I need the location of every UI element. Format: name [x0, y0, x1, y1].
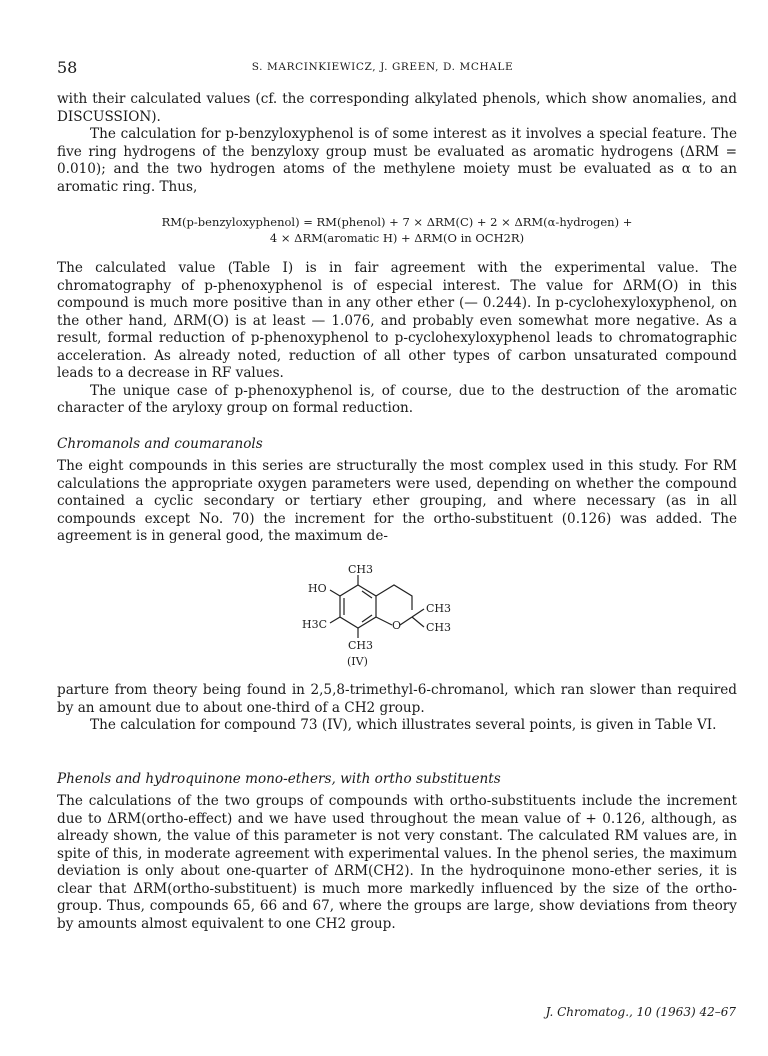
paragraph-block-5 [57, 793, 737, 933]
para-unique-case: The unique case of p-phenoxyphenol is, of course, due to the destruction of the aromatic character of the aryloxy group on formal reduction. [57, 382, 737, 416]
para-phenoxyphenol: The calculated value (Table I) is in fair agreement with the experimental value. The chromatography of p-phenoxyphenol is of especial interest. The value for ΔRM(O) in this compound is much more positive than in any other ether (— 0.244). In p-cyclohexyloxyphenol, on the other hand, ΔRM(O) is at least — 1.076, and probably even somewhat more negative. As a result, formal reduction of p-phenoxyphenol to p-cyclohexyloxyphenol leads to chromatographic acceleration. As already noted, reduction of all other types of carbon unsaturated compound leads to a decrease in RF values. [57, 260, 737, 381]
structure-drawing [300, 565, 500, 670]
label-ho: HO [308, 582, 327, 595]
para-chromanols: The eight compounds in this series are structurally the most complex used in this study. For RM calculations the appropriate oxygen parameters were used, depending on whether the compound contained a cyclic secondary or tertiary ether grouping, and where necessary (as in all compounds except No. 70) the increment for the ortho-substituent (0.126) was added. The agreement is in general good, the maximum de- [57, 458, 737, 544]
label-ch3-bottom: CH3 [348, 639, 374, 652]
section-heading-chromanols: Chromanols and coumaranols [57, 436, 263, 452]
paragraph-block-3 [57, 458, 737, 546]
benzene-ring [340, 585, 376, 628]
equation-line-1: RM(p-benzyloxyphenol) = RM(phenol) + 7 × ΔRM(C) + 2 × ΔRM(α-hydrogen) + [161, 215, 633, 229]
label-h3c: H3C [302, 618, 328, 631]
equation [57, 214, 737, 246]
page-number: 58 [57, 58, 78, 77]
para-ortho-substituents: The calculations of the two groups of compounds with ortho-substituents include the increment due to ΔRM(ortho-effect) and we have used throughout the mean value of + 0.126, although, as already shown, the value of this parameter is not very constant. The calculated RM values are, in spite of this, in moderate agreement with experimental values. In the phenol series, the maximum deviation is only about one-quarter of ΔRM(CH2). In the hydroquinone mono-ether series, it is clear that ΔRM(ortho-substituent) is much more markedly influenced by the size of the ortho-group. Thus, compounds 65, 66 and 67, where the groups are large, show deviations from theory by amounts almost equivalent to one CH2 group. [57, 793, 737, 932]
chemical-structure-iv [300, 565, 500, 670]
journal-footer: J. Chromatog., 10 (1963) 42–67 [545, 1005, 736, 1019]
equation-line-2: 4 × ΔRM(aromatic H) + ΔRM(O in OCH2R) [269, 231, 525, 245]
pyran-ring [376, 585, 412, 610]
paragraph-1 [57, 91, 737, 196]
section-heading-phenols: Phenols and hydroquinone mono-ethers, with ortho substituents [57, 771, 501, 787]
paragraph-block-2 [57, 260, 737, 418]
label-ch3-right-1: CH3 [426, 602, 452, 615]
label-ch3-top: CH3 [348, 565, 374, 576]
label-ring-oxygen: O [392, 619, 402, 632]
running-title: S. MARCINKIEWICZ, J. GREEN, D. MCHALE [251, 61, 514, 73]
page-header [57, 58, 708, 78]
para-benzyloxyphenol: The calculation for p-benzyloxyphenol is of some interest as it involves a special feature. The five ring hydrogens of the benzyloxy group must be evaluated as aromatic hydrogens (ΔRM = 0.010); and the two hydrogen atoms of the methylene moiety must be evaluated as α to an aromatic ring. Thus, [57, 126, 737, 195]
para-compound-73: The calculation for compound 73 (IV), which illustrates several points, is given in Table VI. [90, 717, 717, 733]
para-departure: parture from theory being found in 2,5,8-trimethyl-6-chromanol, which ran slower than required by an amount due to about one-third of a CH2 group. [57, 682, 737, 716]
para-continued: with their calculated values (cf. the corresponding alkylated phenols, which show anomalies, and DISCUSSION). [57, 91, 737, 125]
label-ch3-right-2: CH3 [426, 621, 452, 634]
structure-number-label: (IV) [347, 655, 368, 668]
paragraph-block-4 [57, 682, 737, 735]
